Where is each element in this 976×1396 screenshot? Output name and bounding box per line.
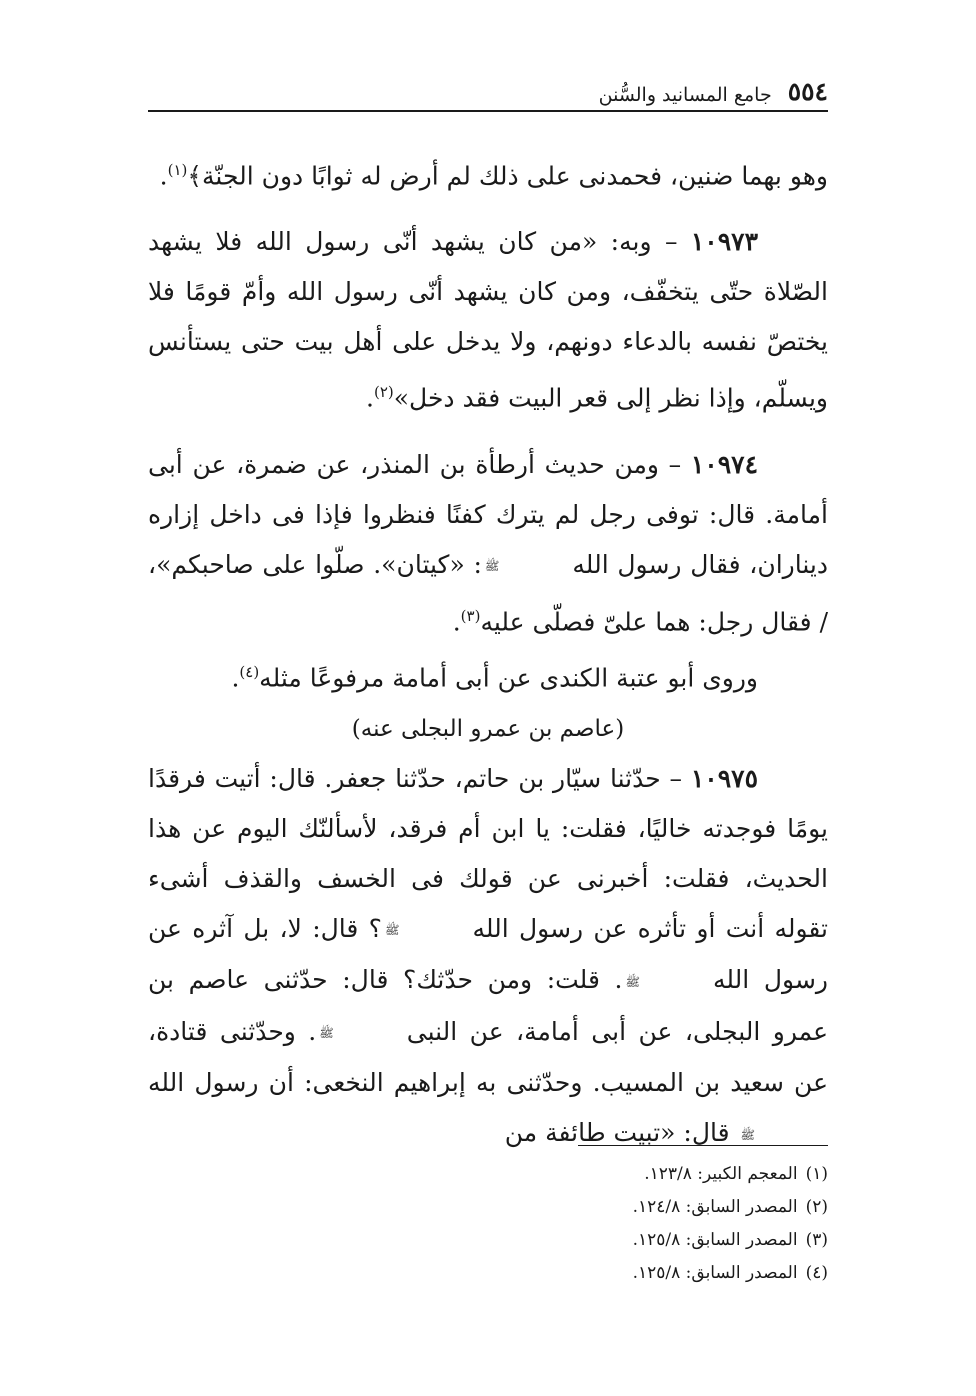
footnote-ref: (١): [167, 161, 188, 179]
main-text: [148, 145, 828, 1160]
paragraph-continuation: [148, 145, 828, 201]
footnote-ref: (٢): [373, 383, 394, 402]
salawat-mark: ﷺ: [484, 559, 500, 574]
paragraph-end: .: [452, 607, 461, 637]
footnote-separator: [578, 1145, 828, 1146]
hadith-10975: [148, 754, 828, 1160]
hadith-text: – ومن حديث أرطأة بن المنذر، عن ضمرة، عن أبى أمامة. قال: توفى رجل لم يترك كفنًا فنظروا فإذا فى داخل إزاره ديناران، فقال رسول الله: [148, 449, 828, 579]
running-title: جامع المسانيد والسُّنن: [598, 84, 772, 106]
narration-text: وروى أبو عتبة الكندى عن أبى أمامة مرفوعًا مثله: [259, 663, 758, 693]
hadith-10974: [148, 440, 828, 648]
footnote-ref: (٣): [460, 607, 481, 626]
footnote-item: [328, 1257, 828, 1290]
hadith-text: . وحدّثنى قتادة، عن سعيد بن المسيب. وحدّثنى به إبراهيم النخعى: أن رسول الله: [148, 1016, 828, 1098]
footnote-number: (١): [805, 1164, 828, 1184]
hadith-text: – وبه: «من كان يشهد أنّى رسول الله فلا يشهد الصّلاة حتّى يتخفّف، ومن كان يشهد أنّى رسول الله وأمّ قومًا فلا يختصّ نفسه بالدعاء دونهم، ولا يدخل على أهل بيت حتى يستأنس ويسلّم، وإذا نظر إلى قعر البيت فقد دخل»: [148, 227, 828, 413]
footnote-text: المعجم الكبير: ١٢٣/٨.: [644, 1164, 798, 1184]
footnote-number: (٤): [805, 1263, 828, 1283]
section-heading: (عاصم بن عمرو البجلى عنه): [351, 715, 625, 742]
hadith-text: – حدّثنا سيّار بن حاتم، حدّثنا جعفر. قال: أتيت فرقدًا يومًا فوجدته خاليًا، فقلت: يا ابن أم فرقد، لأسألنّك اليوم عن هذا الحديث، فقلت: أخبرنى عن قولك فى الخسف والقذف أشىء تقوله أنت أو تأثره عن رسول الله: [148, 763, 829, 943]
paragraph-end: .: [231, 663, 240, 693]
hadith-text: ؟ قال: لا، بل آثره عن رسول الله: [148, 913, 828, 995]
hadith-number: ١٠٩٧٤: [690, 449, 758, 479]
paragraph-text: وهو بهما ضنين، فحمدنى على ذلك لم أرض له ثوابًا دون الجنّة﴾: [187, 161, 828, 191]
paragraph-end: .: [366, 383, 374, 413]
hadith-text: : «كيتان». صلّوا على صاحبكم»، / فقال رجل: هما علىّ فصلّى عليه: [148, 549, 828, 637]
salawat-mark: ﷺ: [740, 1127, 755, 1142]
footnote-number: (٣): [805, 1230, 828, 1250]
hadith-text: . قلت: ومن حدّثك؟ قال: حدّثنى عاصم بن عمرو البجلى، عن أبى أمامة، عن النبى: [148, 965, 828, 1046]
footnote-item: [328, 1224, 828, 1257]
footnote-text: المصدر السابق: ١٢٥/٨.: [632, 1263, 798, 1283]
footnote-text: المصدر السابق: ١٢٥/٨.: [632, 1230, 798, 1250]
paragraph-end: .: [159, 161, 168, 191]
hadith-10973: [148, 217, 828, 423]
hadith-number: ١٠٩٧٣: [690, 227, 758, 257]
page-number: ٥٥٤: [787, 77, 828, 106]
footnote-item: [328, 1191, 828, 1224]
salawat-mark: ﷺ: [319, 1026, 334, 1041]
salawat-mark: ﷺ: [384, 923, 400, 938]
footnote-number: (٢): [805, 1197, 828, 1217]
footnote-text: المصدر السابق: ١٢٤/٨.: [632, 1197, 798, 1217]
footnote-item: [328, 1158, 828, 1191]
footnotes: [328, 1158, 828, 1290]
running-header: [148, 62, 828, 112]
narration-note: [148, 647, 828, 703]
salawat-mark: ﷺ: [625, 974, 640, 989]
hadith-text: قال: «تبيت طائفة من: [504, 1118, 738, 1148]
footnote-ref: (٤): [239, 663, 260, 682]
hadith-number: ١٠٩٧٥: [690, 763, 758, 793]
